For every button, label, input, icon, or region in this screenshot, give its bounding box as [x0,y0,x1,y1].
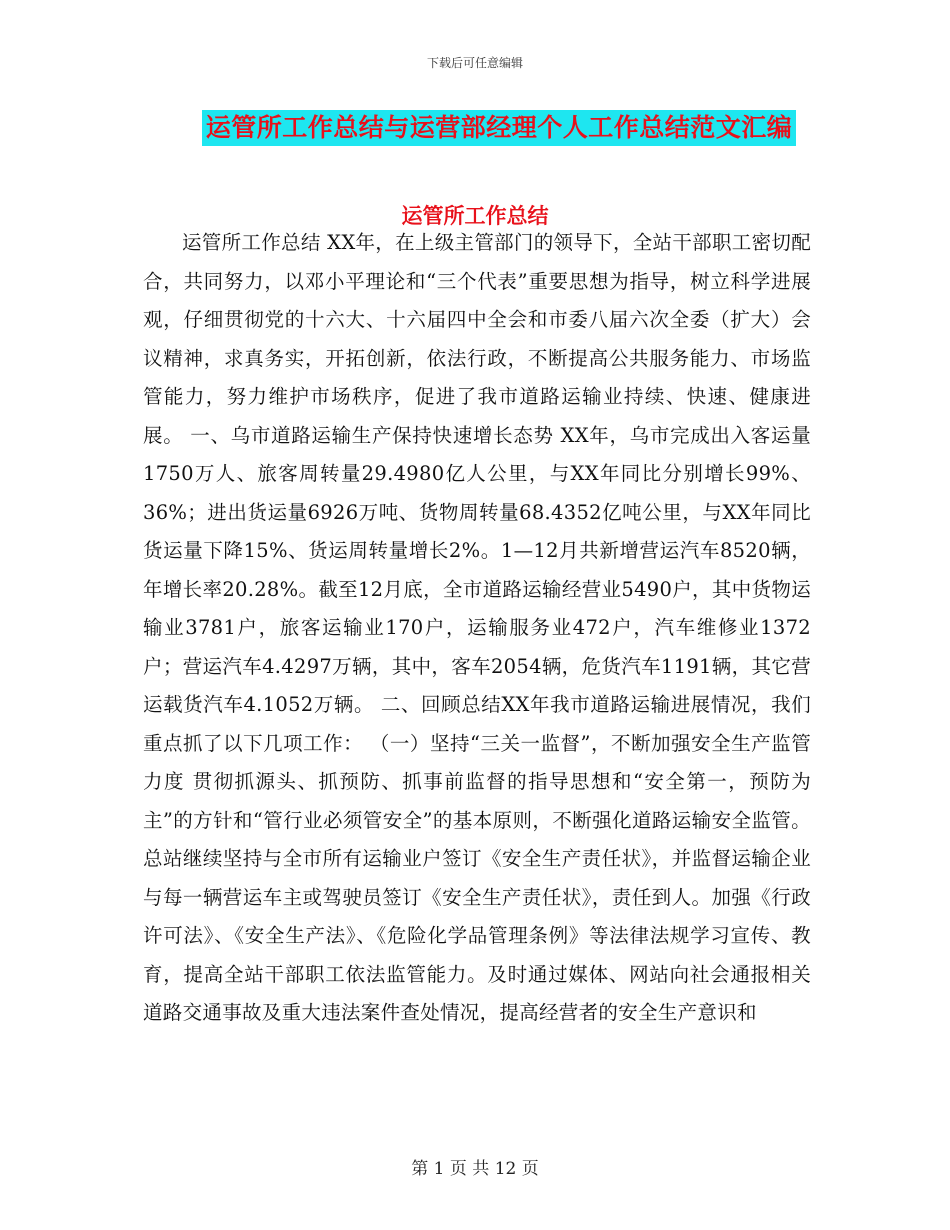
page-number-footer: 第 1 页 共 12 页 [411,1159,539,1179]
document-title-container [0,110,950,146]
page-header-note: 下载后可任意编辑 [426,56,523,70]
section-title: 运管所工作总结 [401,203,549,228]
document-title: 运管所工作总结与运营部经理个人工作总结范文汇编 [202,110,797,146]
body-paragraph: 运管所工作总结 XX年，在上级主管部门的领导下，全站干部职工密切配合，共同努力，以邓小平理论和“三个代表”重要思想为指导，树立科学进展观，仔细贯彻党的十六大、十六届四中全会和市委八届六次全委（扩大）会议精神，求真务实，开拓创新，依法行政，不断提高公共服务能力、市场监管能力，努力维护市场秩序，促进了我市道路运输业持续、快速、健康进展。 一、乌市道路运输生产保持快速增长态势 XX年，乌市完成出入客运量1750万人、旅客周转量29.4980亿人公里，与XX年同比分别增长99%、36%；进出货运量6926万吨、货物周转量68.4352亿吨公里，与XX年同比货运量下降15%、货运周转量增长2%。1—12月共新增营运汽车8520辆，年增长率20.28%。截至12月底，全市道路运输经营业5490户，其中货物运输业3781户，旅客运输业170户，运输服务业472户，汽车维修业1372户；营运汽车4.4297万辆，其中，客车2054辆，危货汽车1191辆，其它营运载货汽车4.1052万辆。 二、回顾总结XX年我市道路运输进展情况，我们重点抓了以下几项工作： （一）坚持“三关一监督”，不断加强安全生产监管力度 贯彻抓源头、抓预防、抓事前监督的指导思想和“安全第一，预防为主”的方针和“管行业必须管安全”的基本原则，不断强化道路运输安全监管。总站继续坚持与全市所有运输业户签订《安全生产责任状》，并监督运输企业与每一辆营运车主或驾驶员签订《安全生产责任状》，责任到人。加强《行政许可法》、《安全生产法》、《危险化学品管理条例》等法律法规学习宣传、教育，提高全站干部职工依法监管能力。及时通过媒体、网站向社会通报相关道路交通事故及重大违法案件查处情况，提高经营者的安全生产意识和 [143,231,811,1024]
